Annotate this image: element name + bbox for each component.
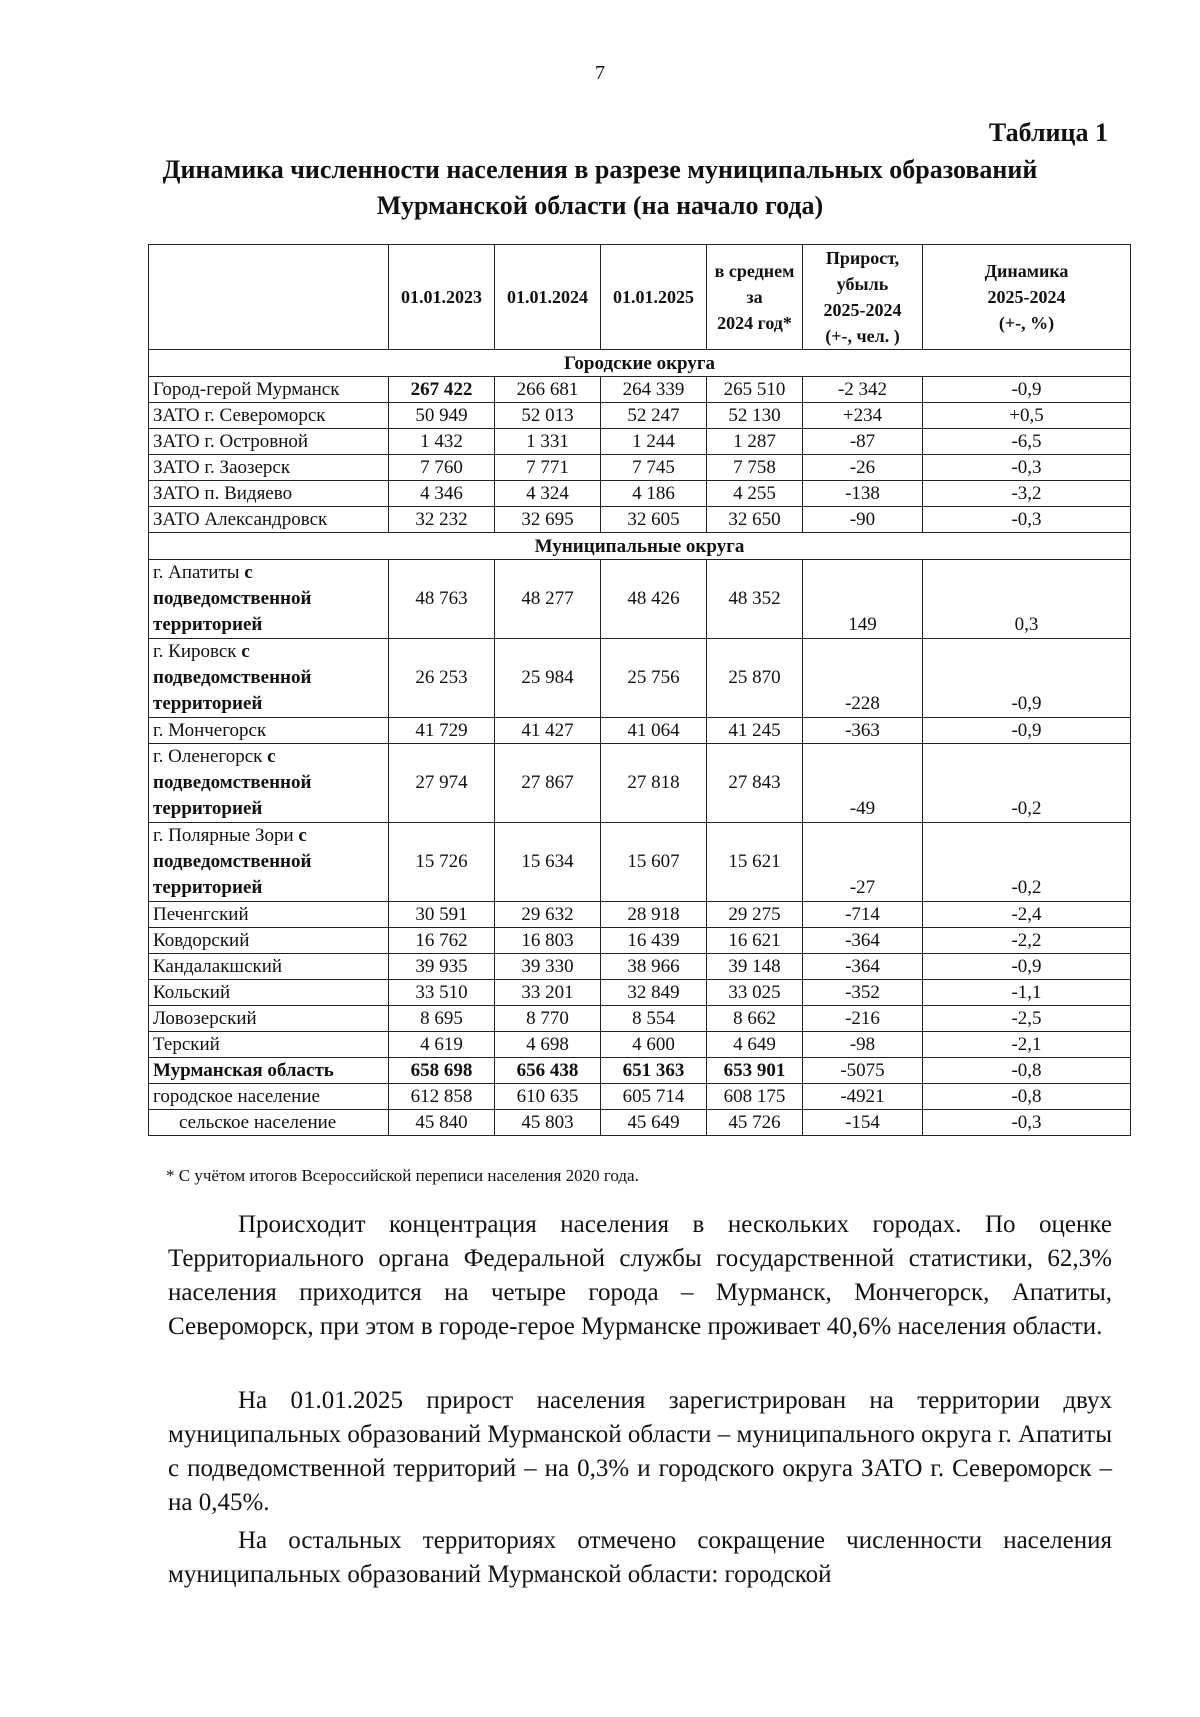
cell: -364 xyxy=(803,928,923,954)
cell: -2,4 xyxy=(923,902,1131,928)
header-row xyxy=(149,245,1131,350)
cell: 32 695 xyxy=(495,507,601,533)
cell: 15 607 xyxy=(601,823,707,902)
page-number: 7 xyxy=(595,62,605,84)
cell: 4 649 xyxy=(707,1032,803,1058)
row-name: г. Оленегорск с подведомственной территорией xyxy=(149,744,389,823)
cell: -228 xyxy=(803,639,923,718)
row-name: г. Кировск с подведомственной территорией xyxy=(149,639,389,718)
table-row xyxy=(149,639,1131,718)
cell: 265 510 xyxy=(707,377,803,403)
table-row xyxy=(149,1032,1131,1058)
cell: 7 745 xyxy=(601,455,707,481)
cell: 32 849 xyxy=(601,980,707,1006)
cell: 653 901 xyxy=(707,1058,803,1084)
cell: 48 426 xyxy=(601,560,707,639)
table-row xyxy=(149,1084,1131,1110)
cell: 4 698 xyxy=(495,1032,601,1058)
cell: 29 632 xyxy=(495,902,601,928)
cell: 16 762 xyxy=(389,928,495,954)
cell: 610 635 xyxy=(495,1084,601,1110)
cell: 605 714 xyxy=(601,1084,707,1110)
table-row xyxy=(149,954,1131,980)
cell: 25 870 xyxy=(707,639,803,718)
cell: 45 803 xyxy=(495,1110,601,1136)
cell: 15 621 xyxy=(707,823,803,902)
cell: -49 xyxy=(803,744,923,823)
cell: -0,9 xyxy=(923,639,1131,718)
cell: 30 591 xyxy=(389,902,495,928)
row-name: Ковдорский xyxy=(149,928,389,954)
cell: -27 xyxy=(803,823,923,902)
cell: 41 064 xyxy=(601,718,707,744)
cell: 16 803 xyxy=(495,928,601,954)
row-name: Печенгский xyxy=(149,902,389,928)
cell: 41 245 xyxy=(707,718,803,744)
paragraph: На 01.01.2025 прирост населения зарегистрирован на территории двух муниципальных образований Мурманской области – муниципального округа г. Апатиты с подведомственной территорий – на 0,3% и городского округа ЗАТО г. Североморск – на 0,45%. xyxy=(168,1387,1112,1516)
header-2023: 01.01.2023 xyxy=(389,245,495,350)
cell: 7 760 xyxy=(389,455,495,481)
cell: 0,3 xyxy=(923,560,1131,639)
cell: 32 605 xyxy=(601,507,707,533)
cell: 16 621 xyxy=(707,928,803,954)
cell: 4 600 xyxy=(601,1032,707,1058)
row-name: Терский xyxy=(149,1032,389,1058)
row-name: Кандалакшский xyxy=(149,954,389,980)
footnote: * С учётом итогов Всероссийской переписи населения 2020 года. xyxy=(166,1166,639,1185)
row-name: Кольский xyxy=(149,980,389,1006)
cell: 48 277 xyxy=(495,560,601,639)
cell: -363 xyxy=(803,718,923,744)
table-row xyxy=(149,823,1131,902)
header-name xyxy=(149,245,389,350)
cell: -90 xyxy=(803,507,923,533)
cell: 38 966 xyxy=(601,954,707,980)
paragraph: На остальных территориях отмечено сокращение численности населения муниципальных образований Мурманской области: городской xyxy=(168,1527,1112,1588)
cell: 27 974 xyxy=(389,744,495,823)
cell: 33 510 xyxy=(389,980,495,1006)
cell: -216 xyxy=(803,1006,923,1032)
cell: -3,2 xyxy=(923,481,1131,507)
table-label: Таблица 1 xyxy=(988,118,1108,147)
cell: 8 770 xyxy=(495,1006,601,1032)
cell: 612 858 xyxy=(389,1084,495,1110)
cell: 608 175 xyxy=(707,1084,803,1110)
row-name: ЗАТО п. Видяево xyxy=(149,481,389,507)
cell: 45 840 xyxy=(389,1110,495,1136)
row-name: г. Полярные Зори с подведомственной территорией xyxy=(149,823,389,902)
header-change: Прирост, убыль 2025-2024 (+-, чел. ) xyxy=(803,245,923,350)
cell: 1 244 xyxy=(601,429,707,455)
cell: 27 818 xyxy=(601,744,707,823)
cell: 41 427 xyxy=(495,718,601,744)
cell: 8 554 xyxy=(601,1006,707,1032)
header-dynamics: Динамика 2025-2024 (+-, %) xyxy=(923,245,1131,350)
cell: 28 918 xyxy=(601,902,707,928)
table-row xyxy=(149,429,1131,455)
cell: 7 771 xyxy=(495,455,601,481)
cell: 29 275 xyxy=(707,902,803,928)
cell: -26 xyxy=(803,455,923,481)
cell: 27 867 xyxy=(495,744,601,823)
table-row xyxy=(149,1110,1131,1136)
cell: -2,5 xyxy=(923,1006,1131,1032)
table-row xyxy=(149,507,1131,533)
cell: 267 422 xyxy=(389,377,495,403)
cell: +0,5 xyxy=(923,403,1131,429)
population-table xyxy=(148,244,1131,1136)
cell: 8 695 xyxy=(389,1006,495,1032)
cell: -98 xyxy=(803,1032,923,1058)
table-row xyxy=(149,403,1131,429)
cell: -0,9 xyxy=(923,718,1131,744)
cell: 39 935 xyxy=(389,954,495,980)
cell: 39 148 xyxy=(707,954,803,980)
row-name: городское население xyxy=(149,1084,389,1110)
row-name: ЗАТО г. Островной xyxy=(149,429,389,455)
cell: -0,2 xyxy=(923,744,1131,823)
table-row xyxy=(149,928,1131,954)
header-2024: 01.01.2024 xyxy=(495,245,601,350)
cell: 52 013 xyxy=(495,403,601,429)
header-2025: 01.01.2025 xyxy=(601,245,707,350)
cell: 32 650 xyxy=(707,507,803,533)
cell: 27 843 xyxy=(707,744,803,823)
cell: 25 756 xyxy=(601,639,707,718)
cell: -0,9 xyxy=(923,954,1131,980)
cell: -0,8 xyxy=(923,1084,1131,1110)
cell: 32 232 xyxy=(389,507,495,533)
row-name: сельское население xyxy=(149,1110,389,1136)
cell: 48 352 xyxy=(707,560,803,639)
cell: 41 729 xyxy=(389,718,495,744)
cell: 149 xyxy=(803,560,923,639)
cell: 4 255 xyxy=(707,481,803,507)
cell: 4 346 xyxy=(389,481,495,507)
cell: -0,2 xyxy=(923,823,1131,902)
cell: 50 949 xyxy=(389,403,495,429)
section-municipal: Муниципальные округа xyxy=(149,533,1131,560)
cell: -5075 xyxy=(803,1058,923,1084)
section-row xyxy=(149,533,1131,560)
cell: 7 758 xyxy=(707,455,803,481)
cell: 1 432 xyxy=(389,429,495,455)
cell: 45 649 xyxy=(601,1110,707,1136)
section-row xyxy=(149,350,1131,377)
row-name: г. Апатиты с подведомственной территорией xyxy=(149,560,389,639)
table-row xyxy=(149,902,1131,928)
row-name: ЗАТО г. Североморск xyxy=(149,403,389,429)
cell: -154 xyxy=(803,1110,923,1136)
cell: -2 342 xyxy=(803,377,923,403)
cell: 651 363 xyxy=(601,1058,707,1084)
cell: 1 331 xyxy=(495,429,601,455)
table-row xyxy=(149,718,1131,744)
cell: -6,5 xyxy=(923,429,1131,455)
table-row xyxy=(149,560,1131,639)
cell: -2,1 xyxy=(923,1032,1131,1058)
cell: 15 726 xyxy=(389,823,495,902)
cell: 656 438 xyxy=(495,1058,601,1084)
cell: -364 xyxy=(803,954,923,980)
cell: -0,9 xyxy=(923,377,1131,403)
cell: 33 025 xyxy=(707,980,803,1006)
row-name: ЗАТО Александровск xyxy=(149,507,389,533)
cell: 266 681 xyxy=(495,377,601,403)
cell: -4921 xyxy=(803,1084,923,1110)
cell: 45 726 xyxy=(707,1110,803,1136)
cell: -0,3 xyxy=(923,507,1131,533)
cell: -0,3 xyxy=(923,1110,1131,1136)
table-row xyxy=(149,980,1131,1006)
row-name: Ловозерский xyxy=(149,1006,389,1032)
table-row xyxy=(149,744,1131,823)
section-urban: Городские округа xyxy=(149,350,1131,377)
cell: 1 287 xyxy=(707,429,803,455)
cell: 25 984 xyxy=(495,639,601,718)
total-row xyxy=(149,1058,1131,1084)
table-row xyxy=(149,481,1131,507)
cell: -87 xyxy=(803,429,923,455)
row-name: Город-герой Мурманск xyxy=(149,377,389,403)
cell: 264 339 xyxy=(601,377,707,403)
cell: 15 634 xyxy=(495,823,601,902)
cell: 4 186 xyxy=(601,481,707,507)
header-average: в среднем за 2024 год* xyxy=(707,245,803,350)
paragraph: Происходит концентрация населения в нескольких городах. По оценке Территориального органа Федеральной службы государственной статистики, 62,3% населения приходится на четыре города – Мурманск, Мончегорск, Апатиты, Североморск, при этом в городе-герое Мурманске проживает 40,6% населения области. xyxy=(168,1211,1112,1340)
cell: 16 439 xyxy=(601,928,707,954)
table-title: Динамика численности населения в разрезе муниципальных образований Мурманской области (на начало года) xyxy=(162,155,1038,220)
row-name: г. Мончегорск xyxy=(149,718,389,744)
cell: 26 253 xyxy=(389,639,495,718)
cell: 48 763 xyxy=(389,560,495,639)
cell: 658 698 xyxy=(389,1058,495,1084)
cell: -2,2 xyxy=(923,928,1131,954)
row-name: ЗАТО г. Заозерск xyxy=(149,455,389,481)
cell: 8 662 xyxy=(707,1006,803,1032)
cell: 52 247 xyxy=(601,403,707,429)
cell: 4 324 xyxy=(495,481,601,507)
cell: 52 130 xyxy=(707,403,803,429)
cell: -0,8 xyxy=(923,1058,1131,1084)
cell: -352 xyxy=(803,980,923,1006)
cell: 33 201 xyxy=(495,980,601,1006)
cell: -138 xyxy=(803,481,923,507)
table-row xyxy=(149,455,1131,481)
table-row xyxy=(149,377,1131,403)
row-name: Мурманская область xyxy=(149,1058,389,1084)
cell: -1,1 xyxy=(923,980,1131,1006)
cell: +234 xyxy=(803,403,923,429)
cell: 4 619 xyxy=(389,1032,495,1058)
cell: -0,3 xyxy=(923,455,1131,481)
cell: -714 xyxy=(803,902,923,928)
cell: 39 330 xyxy=(495,954,601,980)
table-row xyxy=(149,1006,1131,1032)
